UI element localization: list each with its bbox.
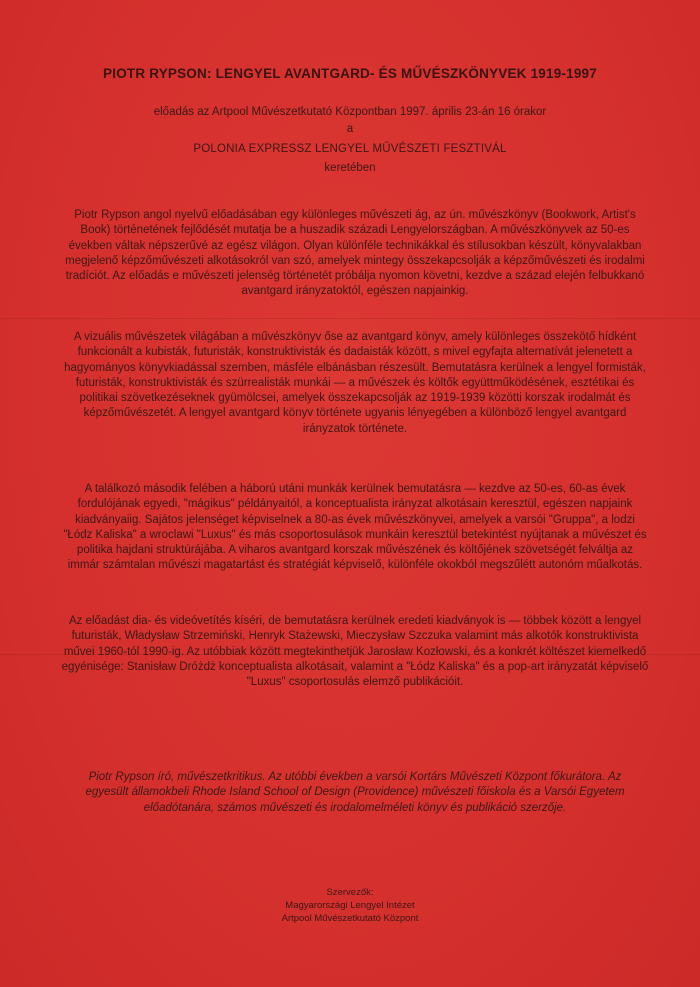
organizer-artpool: Artpool Művészetkutató Központ [281, 913, 419, 924]
author-bio-text: Piotr Rypson író, művészetkritikus. Az utóbbi években a varsói Kortárs Művészeti Központ főkurátora. Az egyesült államokbeli Rhode Island School of Design (Providence) művészeti főiskola és a Varsói Egyetem előadótanára, számos művészeti és irodalomelméleti könyv és publikáció szerzője. [85, 771, 625, 814]
organizers-block [0, 886, 700, 925]
festival-name: POLONIA EXPRESSZ LENGYEL MŰVÉSZETI FESZTIVÁL [193, 143, 507, 155]
festival-suffix: keretében [324, 162, 376, 174]
fold-crease-upper [0, 318, 700, 319]
paragraph-avantgarde-text: A vizuális művészetek világában a művészkönyv őse az avantgard könyv, amely különleges összekötő hídként funkcionált a kubisták, futuristák, konstruktivisták és dadaisták között, s mivel egyfajta alternatívát jelenetett a hagyományos könyvkiadással szemben, másféle elbánásban részesült. Bemutatásra kerülnek a lengyel formisták, futuristák, konstruktivisták és szürrealisták munkái — a művészek és költők együttműködésének, esztétikai és politikai szövetkezéseknek gyümölcsei, amelyek összekapcsolják az 1919-1939 közötti korszak irodalmát és képzőművészetét. A lengyel avantgard könyv története ugyanis lényegében a különböző lengyel avantgard irányzatok története. [64, 331, 646, 435]
lecture-info: előadás az Artpool Művészetkutató Központban 1997. április 23-án 16 órakor [153, 106, 547, 118]
paragraph-intro [60, 208, 650, 300]
lecture-connector: a [346, 123, 354, 135]
paragraph-intro-text: Piotr Rypson angol nyelvű előadásában egy különleges művészeti ág, az ún. művészkönyv (Bookwork, Artist's Book) történetének fejlődését mutatja be a huszadik századi Lengyelországban. A művészkönyvek az 50-es években váltak népszerűvé az egész világon. Olyan különféle technikákkal és stílusokban készült, könyvalakban megjelenő képzőművészeti alkotásokról van szó, amelyek mintegy összekapcsolják a képzőművészeti és irodalmi tradíciót. Az előadás e művészeti jelenség történetét próbálja nyomon követni, kezdve a század elején felbukkanó avantgard irányzatoktól, egészen napjainkig. [65, 209, 645, 298]
author-bio [75, 770, 635, 816]
paragraph-postwar-text: A találkozó második felében a háború utáni munkák kerülnek bemutatásra — kezdve az 50-es, 60-as évek fordulójának egyedi, "mágikus" példányaitól, a konceptualista irányzat alkotásain keresztül, egészen napjaink kiadványaiig. Sajátos jelenséget képviselnek a 80-as évek művészkönyvei, amelyek a varsói "Gruppa", a lodzi "Łódz Kaliska" a wroclawi "Luxus" és más csoportosulások munkáin keresztül betekintést nyújtanak a művészet és politika hajdani struktúrájába. A viharos avantgard korszak művészének és költőjének szövetségét felváltja az immár számtalan művészi magatartást és stratégiát képviselő, különféle okokból megszűlétt autonóm műalkotás. [63, 483, 647, 572]
paragraph-presentation-text: Az előadást dia- és videóvetítés kíséri, de bemutatásra kerülnek eredeti kiadványok is — többek között a lengyel futuristák, Władysław Strzemiński, Henryk Stażewski, Mieczysław Szczuka valamint más alkotók konstruktivista művei 1960-tól 1990-ig. Az utóbbiak között megtekinthetjük Jarosław Kozłowski, és a konkrét költészet kiemelkedő egyénisége: Stanisław Dróżdż konceptualista alkotásait, valamint a "Łódz Kaliska" és a pop-art irányzatát képviselő "Luxus" csoportosulás elemző publikációit. [61, 615, 649, 689]
paragraph-presentation [60, 614, 650, 690]
paragraph-avantgarde [60, 330, 650, 437]
paragraph-postwar [60, 482, 650, 574]
document-title: PIOTR RYPSON: LENGYEL AVANTGARD- ÉS MŰVÉSZKÖNYVEK 1919-1997 [103, 66, 597, 81]
organizer-polish-institute: Magyarországi Lengyel Intézet [285, 900, 415, 911]
organizers-label: Szervezők: [326, 887, 374, 898]
